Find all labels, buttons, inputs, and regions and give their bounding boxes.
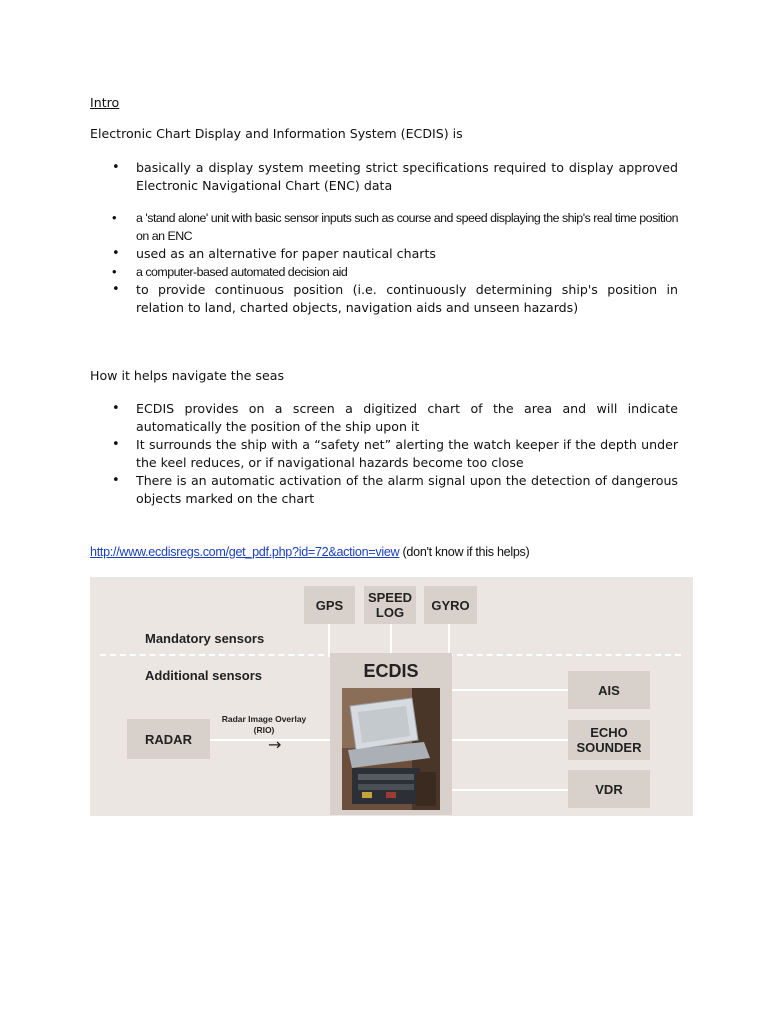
- intro-heading: Intro: [90, 95, 120, 110]
- link-note: (don't know if this helps): [399, 545, 530, 559]
- radar-box: RADAR: [127, 719, 210, 759]
- navigate-list: [90, 400, 678, 508]
- gyro-box: GYRO: [424, 586, 477, 624]
- top-connector: [328, 623, 330, 655]
- right-arrow-icon: →: [268, 735, 282, 754]
- list-item: • It surrounds the ship with a “safety net” alerting the watch keeper if the depth under the keel reduces, or if navigational hazards become too close: [90, 436, 678, 472]
- vdr-box: VDR: [568, 770, 650, 808]
- vdr-connector: [452, 789, 568, 791]
- list-item: • a 'stand alone' unit with basic sensor inputs such as course and speed displaying the ship's real time position on an ENC: [90, 209, 678, 245]
- additional-sensors-label: Additional sensors: [145, 668, 263, 683]
- top-connector: [448, 623, 450, 655]
- list-item: • ECDIS provides on a screen a digitized chart of the area and will indicate automatically the position of the ship upon it: [90, 400, 678, 436]
- list-item: • a computer-based automated decision aid: [90, 263, 678, 281]
- ecdis-console-photo: [342, 688, 440, 810]
- ecdis-label: ECDIS: [363, 661, 419, 681]
- gps-box: GPS: [304, 586, 355, 624]
- top-connector: [390, 623, 392, 655]
- rio-label: [214, 714, 314, 736]
- rio-label-line2: (RIO): [253, 725, 275, 735]
- definition-list-2: [90, 209, 678, 317]
- navigate-heading: How it helps navigate the seas: [90, 368, 285, 383]
- ais-box: AIS: [568, 671, 650, 709]
- definition-list-1: [90, 159, 678, 195]
- echo-sounder-box: ECHO SOUNDER: [568, 720, 650, 760]
- list-item: • used as an alternative for paper nautical charts: [90, 245, 678, 263]
- ais-connector: [452, 689, 568, 691]
- speed-log-box: SPEED LOG: [364, 586, 416, 624]
- ecdisregs-link[interactable]: http://www.ecdisregs.com/get_pdf.php?id=72&action=view: [90, 545, 400, 559]
- list-item: • There is an automatic activation of the alarm signal upon the detection of dangerous objects marked on the chart: [90, 472, 678, 508]
- rio-label-line1: Radar Image Overlay: [221, 714, 307, 724]
- list-item: • basically a display system meeting strict specifications required to display approved Electronic Navigational Chart (ENC) data: [90, 159, 678, 195]
- list-item: • to provide continuous position (i.e. continuously determining ship's position in relation to land, charted objects, navigation aids and unseen hazards): [90, 281, 678, 317]
- ecdis-definition: Electronic Chart Display and Information System (ECDIS) is: [90, 126, 463, 141]
- mandatory-sensors-label: Mandatory sensors: [145, 631, 265, 646]
- ecdis-unit: [330, 653, 452, 815]
- ecdis-sensor-diagram: [90, 577, 693, 816]
- ecdis-console-image: [342, 688, 440, 810]
- echo-connector: [452, 739, 568, 741]
- reference-line: [90, 545, 529, 559]
